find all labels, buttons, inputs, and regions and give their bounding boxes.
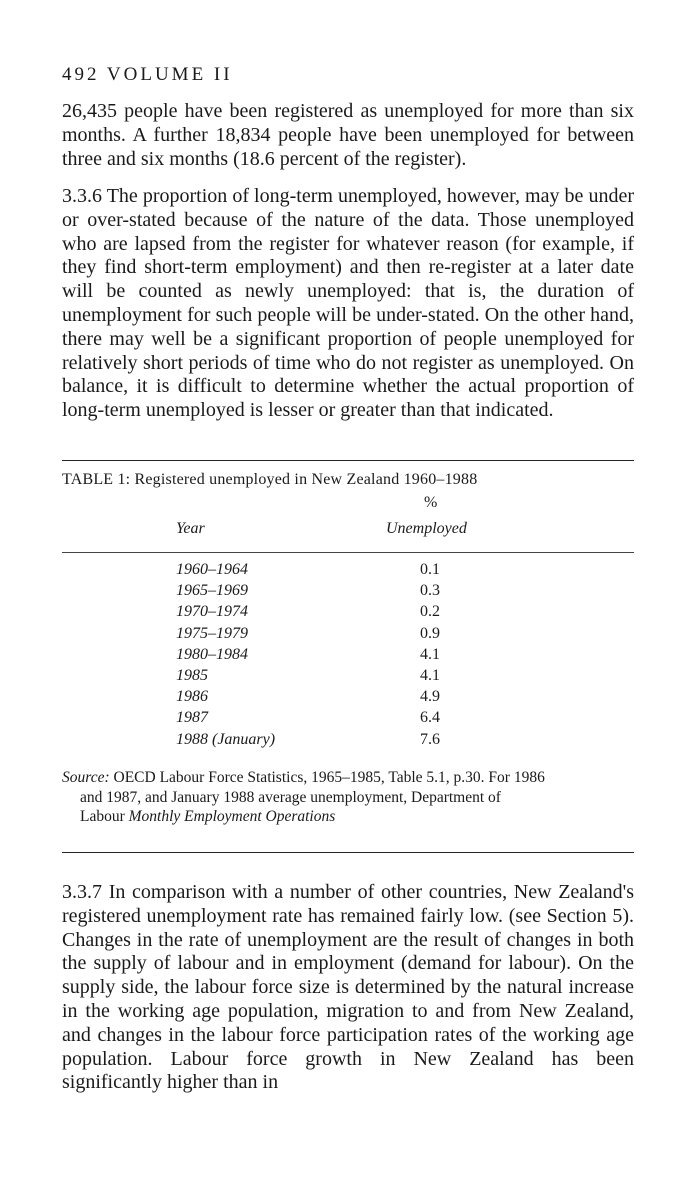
source-label: Source: [62,769,110,786]
year-cell: 1965–1969 [176,582,248,600]
table-caption: TABLE 1: Registered unemployed in New Zealand 1960–1988 [62,471,478,488]
year-cell: 1975–1979 [176,624,248,642]
value-cell: 4.1 [420,645,440,663]
column-header-unemployed: Unemployed [386,520,467,537]
source-line-1: OECD Labour Force Statistics, 1965–1985, Table 5.1, p.30. For 1986 [109,769,545,786]
source-line-3 [62,807,637,827]
value-cell: 4.1 [420,666,440,684]
year-cell: 1970–1974 [176,603,248,621]
running-head: 492 VOLUME II [62,64,233,85]
table-row [0,731,700,752]
paragraph-intro: 26,435 people have been registered as unemployed for more than six months. A further 18,834 people have been unemployed for between three and six months (18.6 percent of the register). [62,100,634,170]
table-row [0,603,700,624]
value-cell: 6.4 [420,709,440,727]
year-cell: 1960–1964 [176,561,248,578]
table-row [0,688,700,709]
source-publication-title: Monthly Employment Operations [128,808,336,825]
paragraph-3-3-6: 3.3.6 The proportion of long-term unemployed, however, may be under or over-stated because of the nature of the data. Those unemployed who are lapsed from the register for whatever reason (for example, if they find short-term employment) and then re-register at a later date will be counted as newly unemployed: that is, the duration of unemployment for such people will be under-stated. On the other hand, there may well be a significant proportion of people unemployed for relatively short periods of time who do not register as unemployed. On balance, it is difficult to determine whether the actual proportion of long-term unemployed is lesser or greater than that indicated. [62,185,634,422]
source-line-3-text: Labour [80,808,129,825]
table-row [0,709,700,730]
paragraph-3-3-7: 3.3.7 In comparison with a number of other countries, New Zealand's registered unemployment rate has remained fairly low. (see Section 5). Changes in the rate of unemployment are the result of changes in both the supply of labour and in employment (demand for labour). On the supply side, the labour force size is determined by the natural increase in the working age population, migration to and from New Zealand, and changes in the labour force participation rates of the working age population. Labour force growth in New Zealand has been significantly higher than in [62,881,634,1094]
value-cell: 0.3 [420,582,440,600]
table-row [0,667,700,688]
table-row [0,582,700,603]
value-cell: 0.1 [420,561,440,578]
value-cell: 0.9 [420,624,440,642]
column-header-year: Year [176,520,205,537]
year-cell: 1986 [176,688,208,706]
value-cell: 4.9 [420,688,440,706]
table-header-rule [62,552,634,553]
table-bottom-rule [62,852,634,853]
table-top-rule [62,460,634,461]
source-line-2: and 1987, and January 1988 average unemployment, Department of [80,788,501,806]
table-body [0,561,700,752]
year-cell: 1988 (January) [176,730,276,748]
table-source-note [62,768,637,827]
table-row [0,561,700,582]
value-cell: 7.6 [420,730,440,748]
column-header-percent-symbol: % [424,494,438,511]
value-cell: 0.2 [420,603,440,621]
table-row [0,625,700,646]
year-cell: 1987 [176,709,208,727]
year-cell: 1985 [176,666,208,684]
year-cell: 1980–1984 [176,645,248,663]
table-row [0,646,700,667]
